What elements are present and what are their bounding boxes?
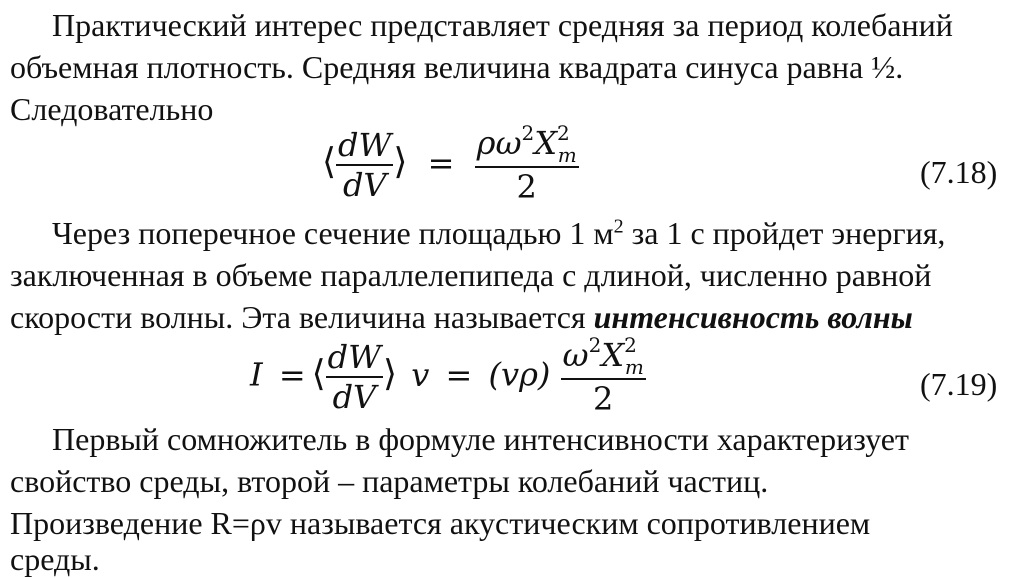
paragraph2-line1-text: Через поперечное сечение площадью 1 м [52,215,614,251]
equals-sign: = [445,355,473,394]
open-angle: ⟨ [322,141,337,183]
superscript: 2 [613,215,624,238]
paragraph2-line1-text-rest: за 1 с пройдет энергия, [623,215,946,251]
rhs-denominator: 2 [516,168,537,206]
paragraph3-line1: Первый сомножитель в формуле интенсивности характеризует [52,421,909,457]
superscript: 2 [588,333,602,357]
close-angle: ⟩ [383,353,398,395]
rhs-numerator [475,121,579,167]
paragraph1-line1: Практический интерес представляет средняя за период колебаний [52,7,953,43]
velocity-symbol: v [411,355,430,394]
fraction-rhs [561,333,646,418]
fraction-numerator: dW [338,126,392,164]
equals-sign: = [427,143,455,182]
fraction-denominator: dV [332,378,377,416]
paragraph3-line4: среды. [10,541,100,577]
paragraph2-line2: заключенная в объеме параллелепипеда с длиной, численно равной [10,257,932,293]
fraction-numerator: dW [327,338,382,376]
intensity-symbol: I [250,355,263,394]
subscript: m [624,355,644,379]
close-angle: ⟩ [393,141,408,183]
equation-number-7-18: (7.18) [920,154,998,190]
fraction-dw-dv [336,126,393,204]
velocity-density-product: (vρ) [488,355,551,394]
fraction-denominator: dV [342,166,387,204]
amplitude-x: X [534,124,558,162]
fraction-dw-dv [326,338,383,416]
equation-number-7-19: (7.19) [920,366,998,402]
paragraph2-line3 [10,298,913,336]
amplitude-x: X [601,336,625,374]
rho-omega: ρω [476,124,522,162]
rhs-denominator: 2 [593,380,614,418]
formula-7-18 [322,121,579,206]
paragraph2-line3-text: скорости волны. Эта величина называется [10,299,594,335]
equals-sign: = [278,355,306,394]
fraction-rhs [475,121,579,206]
paragraph3-line3: Произведение R=ρv называется акустическим сопротивлением [10,505,871,541]
paragraph1-line2: объемная плотность. Средняя величина квадрата синуса равна ½. [10,49,904,85]
term-wave-intensity: интенсивность волны [593,299,913,335]
paragraph3-line2: свойство среды, второй – параметры колебаний частиц. [10,463,769,499]
open-angle: ⟨ [311,353,326,395]
paragraph1-line3: Следовательно [10,91,214,127]
subscript: m [557,143,577,167]
superscript: 2 [557,121,570,145]
omega: ω [562,336,589,374]
paragraph2-line1 [52,214,945,252]
rhs-numerator [561,333,646,379]
superscript: 2 [521,121,535,145]
formula-7-19 [250,333,646,418]
superscript: 2 [624,333,637,357]
